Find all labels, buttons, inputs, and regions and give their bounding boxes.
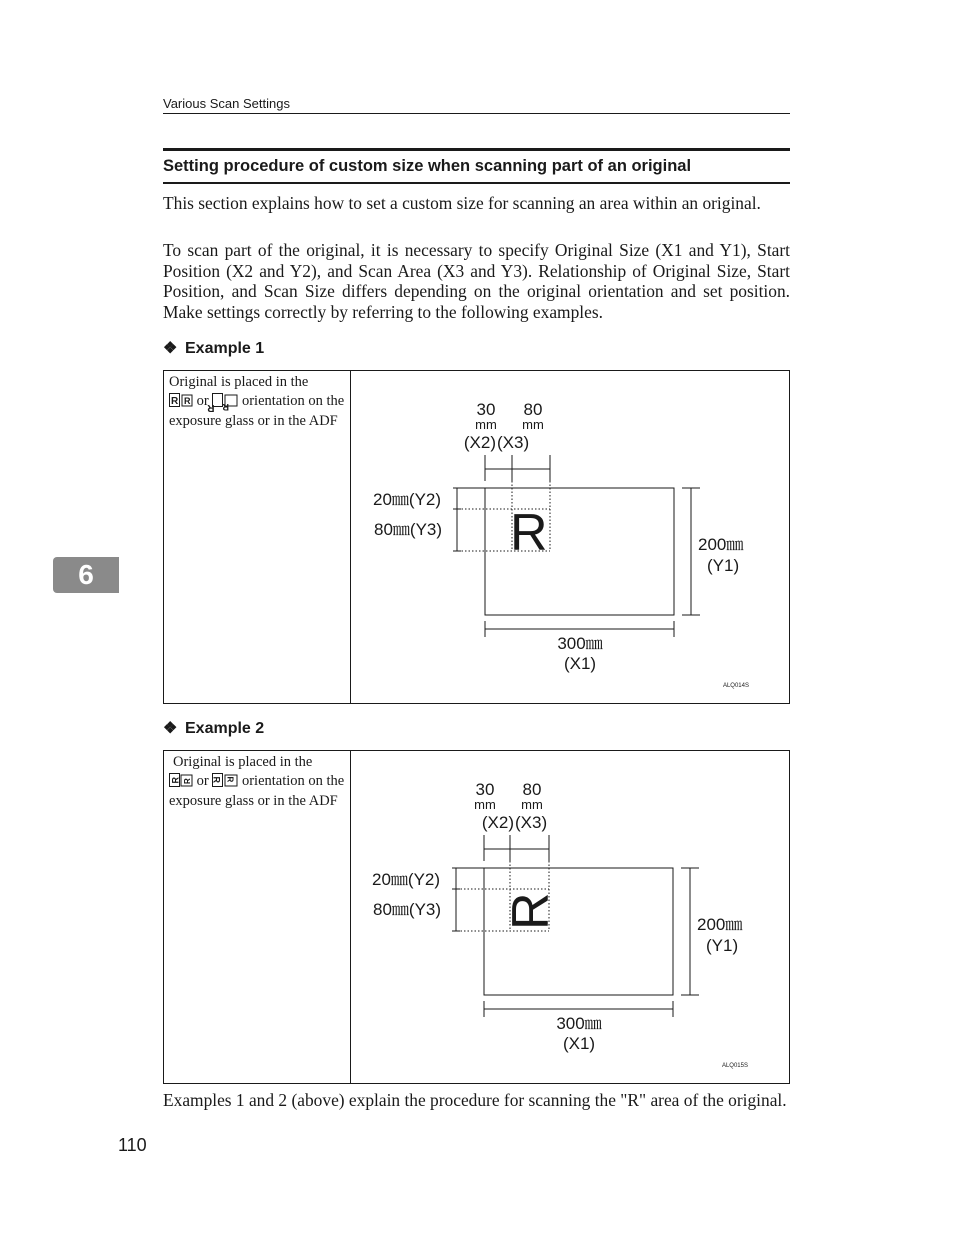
example-1-diagram xyxy=(351,371,789,703)
example-2-title: Example 2 xyxy=(185,720,265,737)
example-2-caption xyxy=(164,751,351,1083)
page-number: 110 xyxy=(118,1135,147,1155)
x3-unit: mm xyxy=(522,417,544,432)
section-title: Setting procedure of custom size when scanning part of an original xyxy=(163,148,790,184)
landscape-r-orientation-icon xyxy=(169,773,193,793)
explanation-paragraph: To scan part of the original, it is necessary to specify Original Size (X1 and Y1), Start Position (X2 and Y2), and Scan Area (X3 and Y3). Relationship of Original Size, Start Position, and Scan Size differs depending on the original orientation and set position. Make settings correctly by referring to the following examples. xyxy=(163,240,790,322)
x2-label: (X2) xyxy=(463,433,496,452)
caption-line: Original is placed in the xyxy=(173,754,313,770)
example-2-diagram xyxy=(351,751,789,1083)
figure-code: ALQ014S xyxy=(722,683,749,689)
y1-label: (Y1) xyxy=(707,556,740,575)
x1-label: (X1) xyxy=(563,654,597,673)
y2-label: 20㎜(Y2) xyxy=(372,870,441,889)
y1-value: 200㎜ xyxy=(698,535,744,554)
x3-value: 80 xyxy=(523,400,543,419)
landscape-r-rotated-orientation-icon xyxy=(212,773,238,793)
diamond-bullet-icon: ❖ xyxy=(163,720,178,737)
caption-rest: orientation on the exposure glass or in the ADF xyxy=(169,392,345,429)
example-2-heading xyxy=(163,718,264,738)
example-1-caption xyxy=(164,371,351,703)
x2-unit: mm xyxy=(475,417,497,432)
example-1-title: Example 1 xyxy=(185,340,265,357)
original-outline xyxy=(484,868,673,995)
y2-y3-dimension-line xyxy=(452,868,484,931)
x1-value: 300㎜ xyxy=(556,1014,602,1033)
svg-text:R: R xyxy=(171,395,179,407)
svg-text:R: R xyxy=(184,395,191,406)
portrait-r-rotated-orientation-icon xyxy=(207,393,238,413)
caption-or: or xyxy=(196,392,209,409)
x2-x3-dimension-line xyxy=(484,835,549,861)
y3-label: 80㎜(Y3) xyxy=(374,520,443,539)
x2-value: 30 xyxy=(476,400,496,419)
svg-text:R: R xyxy=(211,776,222,783)
x2-label: (X2) xyxy=(481,813,514,832)
svg-text:R: R xyxy=(183,777,192,784)
example-1-box xyxy=(163,370,790,704)
closing-paragraph: Examples 1 and 2 (above) explain the procedure for scanning the "R" area of the original. xyxy=(163,1090,787,1110)
caption-or: or xyxy=(196,772,209,789)
y1-value: 200㎜ xyxy=(697,915,743,934)
x2-x3-dimension-line xyxy=(485,455,550,481)
y2-y3-dimension-line xyxy=(453,488,485,551)
example-2-box xyxy=(163,750,790,1084)
x3-label: (X3) xyxy=(497,433,530,452)
x2-value: 30 xyxy=(475,780,495,799)
x2-unit: mm xyxy=(474,797,496,812)
intro-paragraph: This section explains how to set a custom size for scanning an area within an original. xyxy=(163,193,761,213)
r-letter: R xyxy=(510,504,548,562)
caption-rest: orientation on the exposure glass or in the ADF xyxy=(169,772,345,809)
svg-text:R: R xyxy=(222,401,230,412)
caption-line: Original is placed in the xyxy=(169,374,309,390)
chapter-tab: 6 xyxy=(53,557,119,593)
svg-text:R: R xyxy=(170,776,181,783)
svg-text:R: R xyxy=(207,401,215,413)
x3-label: (X3) xyxy=(515,813,548,832)
r-letter-rotated: R xyxy=(502,892,560,930)
y1-label: (Y1) xyxy=(706,936,739,955)
example-1-heading xyxy=(163,338,264,358)
y3-label: 80㎜(Y3) xyxy=(373,900,442,919)
x1-value: 300㎜ xyxy=(557,634,603,653)
running-header: Various Scan Settings xyxy=(163,96,790,114)
svg-text:R: R xyxy=(225,776,235,782)
diamond-bullet-icon: ❖ xyxy=(163,340,178,357)
portrait-r-orientation-icon xyxy=(169,393,193,413)
x3-value: 80 xyxy=(522,780,542,799)
x1-label: (X1) xyxy=(562,1034,596,1053)
figure-code: ALQ015S xyxy=(721,1063,748,1069)
y2-label: 20㎜(Y2) xyxy=(373,490,442,509)
x3-unit: mm xyxy=(521,797,543,812)
